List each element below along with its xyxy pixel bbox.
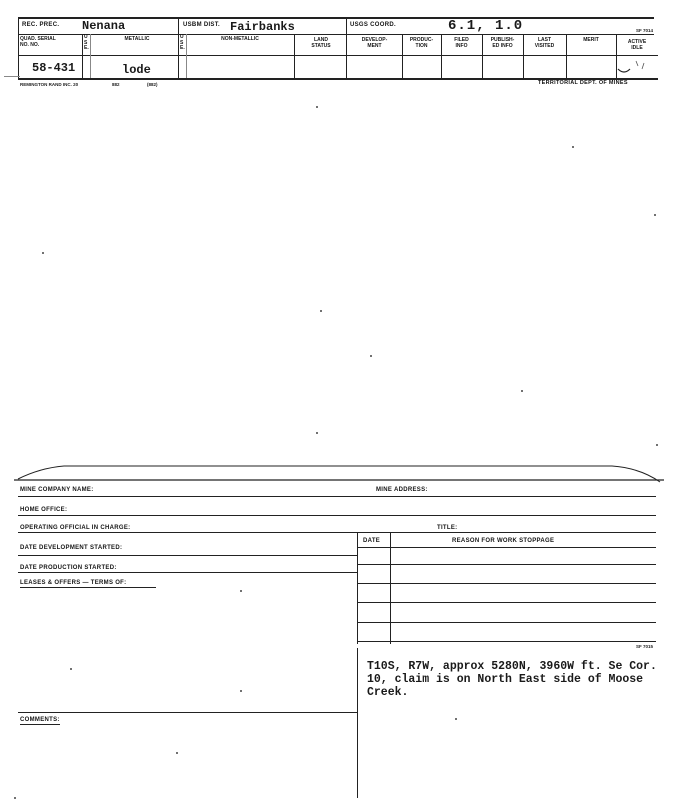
- edge-mark: [4, 76, 20, 77]
- merit-header: MERIT: [583, 37, 599, 43]
- operating-official-label: OPERATING OFFICIAL IN CHARGE:: [20, 525, 131, 531]
- lower-form-tab-edge: [0, 446, 678, 486]
- stoppage-table-date-divider: [390, 532, 391, 644]
- stoppage-row-rule: [357, 564, 656, 565]
- rule-official: [18, 532, 656, 533]
- scan-speck: [240, 590, 242, 592]
- scan-speck: [14, 797, 16, 799]
- usgs-coord-label: USGS COORD.: [350, 22, 396, 28]
- production-header: PRODUC- TION: [409, 37, 434, 49]
- filed-info-header: FILED INFO: [454, 37, 469, 49]
- divider-use-nonmetallic: [186, 34, 187, 78]
- date-production-label: DATE PRODUCTION STARTED:: [20, 565, 117, 571]
- scan-speck: [240, 690, 242, 692]
- mine-address-label: MINE ADDRESS:: [376, 487, 428, 493]
- comments-top-rule: [18, 712, 357, 713]
- scan-speck: [316, 432, 318, 434]
- divider-use-metallic: [90, 34, 91, 78]
- printer-code-a: 882: [112, 82, 120, 87]
- scan-speck: [316, 106, 318, 108]
- rule-date-production: [18, 572, 357, 573]
- comments-label: COMMENTS:: [20, 717, 60, 723]
- stoppage-reason-header: REASON FOR WORK STOPPAGE: [452, 538, 555, 544]
- metallic-header: METALLIC: [124, 36, 150, 42]
- printer-label: REMINGTON RAND INC. 20: [20, 82, 79, 87]
- scan-speck: [455, 718, 457, 720]
- last-visited-header: LAST VISITED: [534, 37, 555, 49]
- date-development-label: DATE DEVELOPMENT STARTED:: [20, 545, 123, 551]
- scan-speck: [176, 752, 178, 754]
- rec-prec-label: REC. PREC.: [22, 22, 60, 28]
- rule-company: [18, 496, 656, 497]
- form-code-bottom: SF 7015: [636, 644, 654, 649]
- development-header: DEVELOP- MENT: [361, 37, 388, 49]
- scan-speck: [320, 310, 322, 312]
- non-metallic-header: NON-METALLIC: [221, 36, 259, 42]
- location-note: T10S, R7W, approx 5280N, 3960W ft. Se Cor. 10, claim is on North East side of Moose Creek.: [367, 660, 657, 699]
- stoppage-row-rule: [357, 622, 656, 623]
- stoppage-table-left: [357, 532, 358, 644]
- home-office-label: HOME OFFICE:: [20, 507, 68, 513]
- scan-speck: [572, 146, 574, 148]
- scan-speck: [370, 355, 372, 357]
- stoppage-row-rule: [357, 602, 656, 603]
- mine-company-name-label: MINE COMPANY NAME:: [20, 487, 94, 493]
- form-code-top: SF 7014: [636, 28, 654, 33]
- stoppage-bottom-rule: [357, 641, 656, 642]
- divider-land: [294, 34, 295, 78]
- header-left-border: [18, 17, 19, 78]
- scan-speck: [70, 668, 72, 670]
- rec-prec-value: Nenana: [82, 19, 126, 33]
- rule-home-office: [18, 515, 656, 516]
- title-label: TITLE:: [437, 525, 458, 531]
- scan-speck: [521, 390, 523, 392]
- scan-speck: [654, 214, 656, 216]
- usgs-coord-value: 6.1, 1.0: [448, 18, 524, 34]
- usgs-dist-label: USBM DIST.: [183, 22, 221, 28]
- header-mid-border: [18, 34, 654, 35]
- leases-label: LEASES & OFFERS — TERMS OF:: [20, 580, 127, 586]
- active-idle-header: ACTIVE IDLE: [627, 39, 647, 51]
- serial-no-value: 58-431: [32, 61, 76, 75]
- use-header-1: U S E.: [84, 34, 89, 51]
- punch-notch-icon: [614, 57, 658, 79]
- divider-use: [178, 17, 179, 78]
- leases-underline: [20, 587, 156, 588]
- printer-code-b: (882): [147, 82, 158, 87]
- land-status-header: LAND STATUS: [311, 37, 331, 49]
- rule-date-development: [18, 555, 357, 556]
- stoppage-date-header: DATE: [363, 538, 381, 544]
- header-lower-border: [18, 55, 658, 56]
- published-info-header: PUBLISH- ED INFO: [490, 37, 515, 49]
- quad-serial-header: QUAD. SERIAL NO. NO.: [20, 36, 56, 48]
- divider-quad-use: [82, 34, 83, 78]
- metallic-value: lode: [122, 63, 151, 77]
- scan-speck: [42, 252, 44, 254]
- stoppage-row-rule: [357, 583, 656, 584]
- use-header-2: U S E.: [180, 34, 185, 51]
- comments-underline: [20, 724, 60, 725]
- comments-divider: [357, 648, 358, 798]
- usgs-dist-value: Fairbanks: [230, 20, 295, 34]
- department-label: TERRITORIAL DEPT. OF MINES: [538, 80, 628, 86]
- stoppage-header-rule: [357, 547, 656, 548]
